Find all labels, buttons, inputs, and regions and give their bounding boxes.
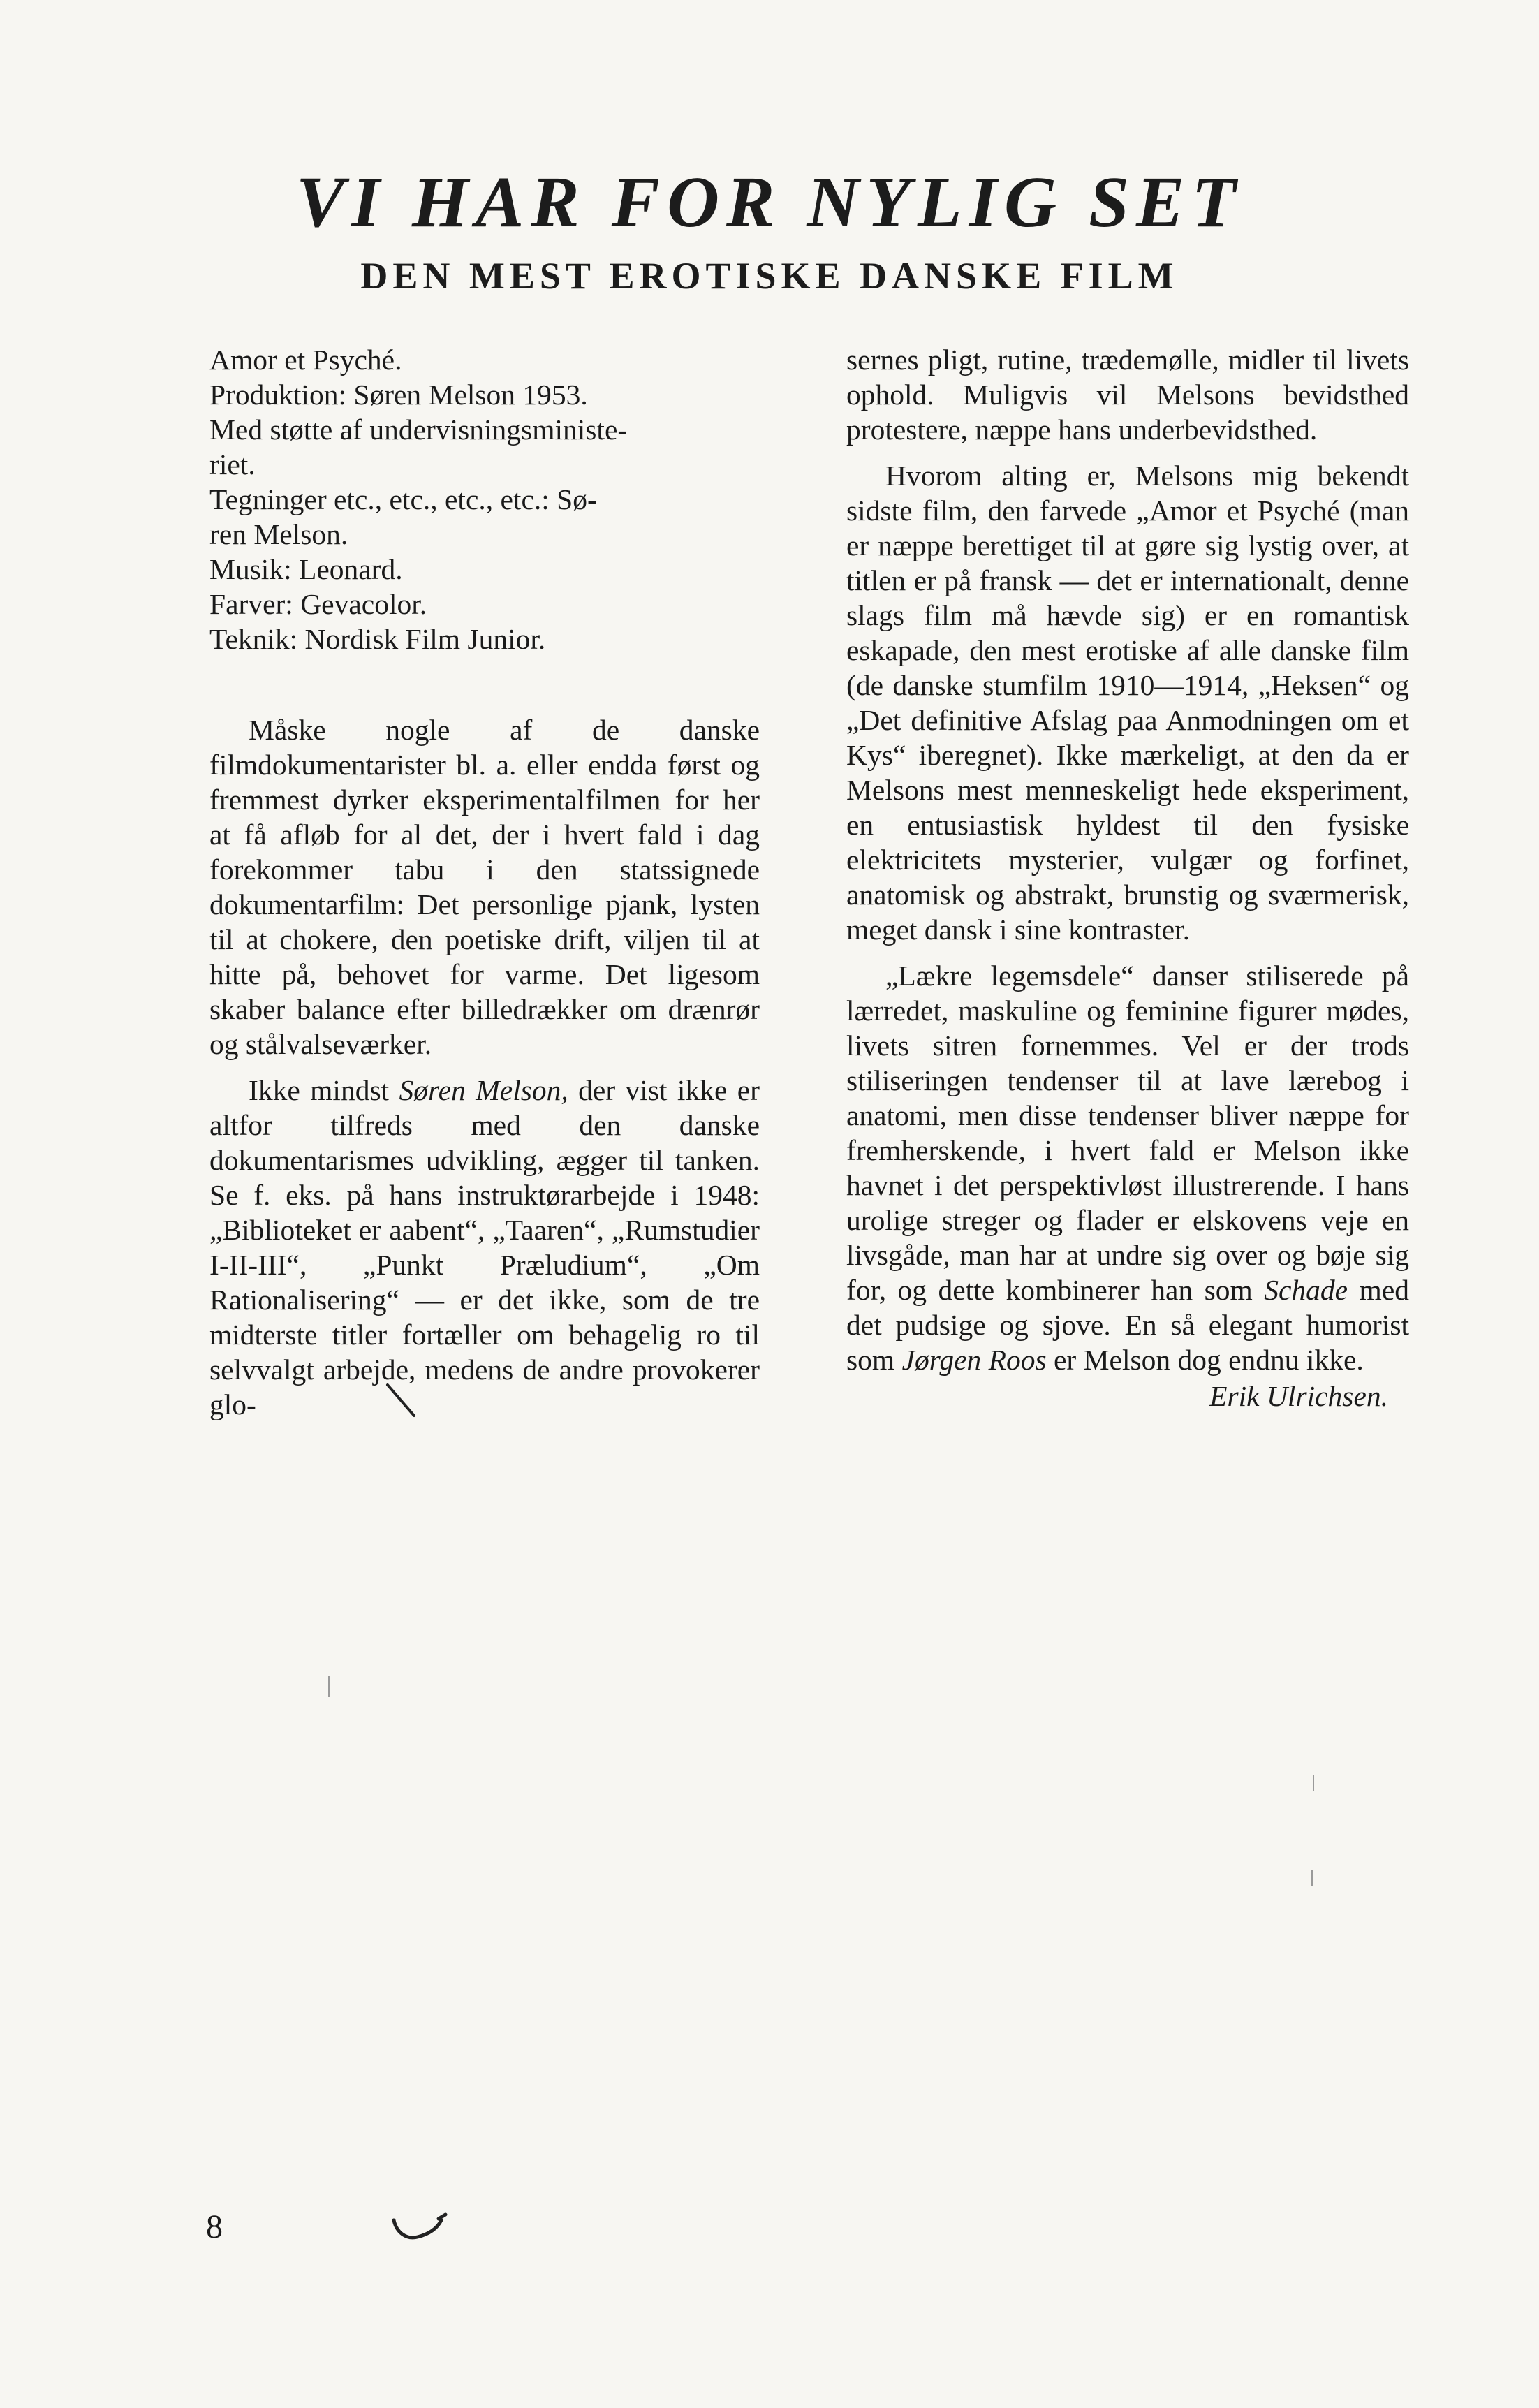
author-signature: Erik Ulrichsen.	[1209, 1380, 1388, 1412]
paragraph	[209, 1073, 760, 1422]
paragraph: Hvorom alting er, Melsons mig bekendt sidste film, den farvede „Amor et Psyché (man er næppe berettiget til at gøre sig lystig over, at titlen er på fransk — det er internationalt, denne slags film må hævde sig) er en romantisk eskapade, den mest erotiske af alle danske film (de danske stumfilm 1910—1914, „Heksen“ og „Det definitive Afslag paa Anmodningen om et Kys“ iberegnet). Ikke mærkeligt, at den da er Melsons mest menneskeligt hede eksperiment, en entusiastisk hyldest til den fysiske elektricitets mysterier, vulgær og forfinet, anatomisk og abstrakt, brunstig og sværmerisk, meget dansk i sine kontraster.	[846, 460, 1409, 946]
page-number: 8	[206, 2208, 223, 2245]
text-run: er Melson dog endnu ikke.	[1046, 1344, 1364, 1376]
scan-artifact-line	[1313, 1775, 1314, 1791]
credit-line: ren Melson.	[209, 518, 348, 550]
credit-line: Teknik: Nordisk Film Junior.	[209, 623, 546, 655]
film-credits	[209, 342, 760, 656]
scan-artifact-line	[328, 1676, 330, 1697]
paragraph: sernes pligt, rutine, trædemølle, midler til livets ophold. Muligvis vil Melsons bevidsthed protestere, næppe hans underbevidsthed.	[846, 344, 1409, 446]
credit-line: Med støtte af undervisningsministe-	[209, 413, 628, 446]
right-column	[846, 342, 1409, 1414]
paragraph: Måske nogle af de danske filmdokumentarister bl. a. eller endda først og fremmest dyrker eksperimentalfilmen for her at få afløb for al det, der i hvert fald i dag forekommer tabu i den statssignede dokumentarfilm: Det personlige pjank, lysten til at chokere, den poetiske drift, viljen til at hitte på, behovet for varme. Det ligesom skaber balance efter billedrækker om drænrør og stålvalseværker.	[209, 714, 760, 1060]
text-run: der vist ikke er altfor tilfreds med den danske dokumentarismes udvikling, ægger til tanken. Se f. eks. på hans instruktørarbejde i 1948: „Biblioteket er aabent“, „Taaren“, „Rumstudier I-II-III“, „Punkt Præludium“, „Om Rationalisering“ — er det ikke, som de tre midterste titler fortæller om behagelig ro til selvvalgt arbejde, medens de andre provokerer glo-	[209, 1074, 760, 1420]
article-subtitle: DEN MEST EROTISKE DANSKE FILM	[360, 255, 1179, 297]
credit-line: Farver: Gevacolor.	[209, 588, 427, 620]
credit-line: Tegninger etc., etc., etc., etc.: Sø-	[209, 483, 597, 515]
credit-line: Amor et Psyché.	[209, 344, 402, 376]
credit-line: Musik: Leonard.	[209, 553, 403, 585]
pen-hook-mark	[390, 2210, 452, 2245]
credit-line: riet.	[209, 448, 256, 480]
text-run: med det pudsige og sjove. En så elegant humorist som	[846, 1274, 1409, 1376]
paragraph	[846, 958, 1409, 1377]
person-name: Schade	[1264, 1274, 1348, 1306]
person-name: Jørgen Roos	[901, 1344, 1047, 1376]
person-name: Søren Melson,	[399, 1074, 568, 1106]
article-title: VI HAR FOR NYLIG SET	[296, 162, 1243, 242]
credit-line: Produktion: Søren Melson 1953.	[209, 379, 588, 411]
text-run: „Lækre legemsdele“ danser stiliserede på lærredet, maskuline og feminine figurer mødes, livets sitren fornemmes. Vel er der trods stiliseringen tendenser til at lave lærebog i anatomi, men disse tendenser bliver næppe for fremherskende, i hvert fald er Melson ikke havnet i det perspektivløst illustrerende. I hans urolige streger og flader er elskovens veje en livsgåde, man har at undre sig over og bøje sig for, og dette kombinerer han som	[846, 960, 1409, 1306]
text-run: Ikke mindst	[249, 1074, 399, 1106]
pen-stroke-mark	[381, 1379, 422, 1421]
left-column	[209, 342, 760, 1422]
scan-artifact-line	[1311, 1870, 1313, 1886]
